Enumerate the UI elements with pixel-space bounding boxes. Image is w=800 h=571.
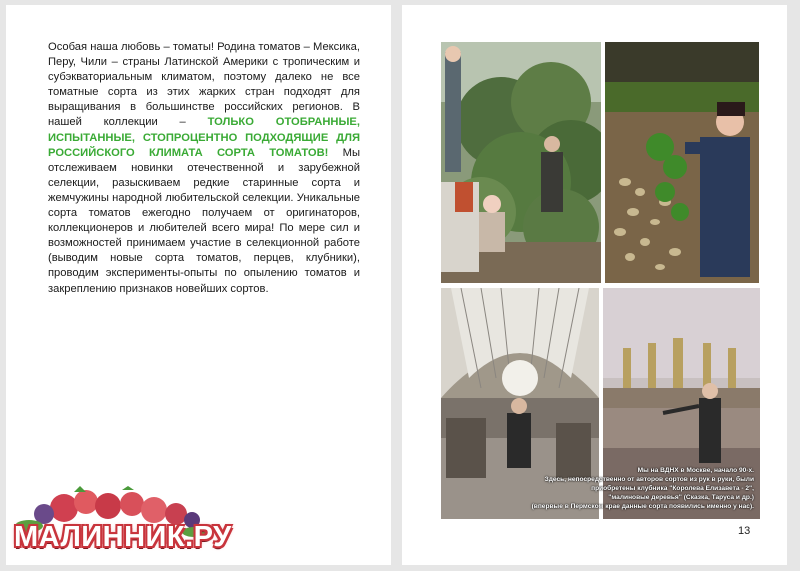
caption-line: Здесь, непосредственно от авторов сортов из рук в руки, были <box>544 476 754 483</box>
caption-line: Мы на ВДНХ в Москве, начало 90-х. <box>637 467 754 474</box>
watermark-text: МАЛИННИК.РУ <box>14 521 232 553</box>
paragraph-highlight: ТОЛЬКО ОТОБРАННЫЕ, ИСПЫТАННЫЕ, СТОПРОЦЕНТНО ПОДХОДЯЩИЕ ДЛЯ РОССИЙСКОГО КЛИМАТА СОРТА ТОМАТОВ! <box>48 116 361 159</box>
paragraph-text-end: Мы отслеживаем новинки отечественной и зарубежной селекции, разыскиваем редкие старинные сорта и жемчужины народной любительской селекции. Уникальные сорта томатов ежегодно получаем от оригинаторов, коллекционеров и любителей всего мира! По мере сил и возможностей принимаем участие в селекционной работе (выводим новые сорта томатов, перцев, клубники), проводим эксперименты-опыты по опылению томатов и закреплению признаков новейших сортов. <box>48 146 360 295</box>
photo-garden-tree <box>441 42 601 283</box>
photo-caption <box>456 466 754 511</box>
paragraph-text-start: Особая наша любовь – томаты! Родина томатов – Мексика, Перу, Чили – страны Латинской Америки с тропическим и субэкваториальным климатом, поэтому далеко не все томатные сорта из этих жарких стран подходят для выращивания в большинстве российских регионов. В нашей коллекции – <box>48 41 360 129</box>
caption-line: (впервые в Пермском крае данные сорта появились именно у нас). <box>531 503 754 510</box>
body-paragraph <box>48 40 360 297</box>
caption-line: "малиновые деревья" (Сказка, Таруса и др.) <box>608 494 754 501</box>
page-number: 13 <box>738 525 751 537</box>
caption-line: приобретены клубника "Королева Елизавета - 2", <box>591 485 754 492</box>
photo-potato-harvest <box>605 42 759 283</box>
